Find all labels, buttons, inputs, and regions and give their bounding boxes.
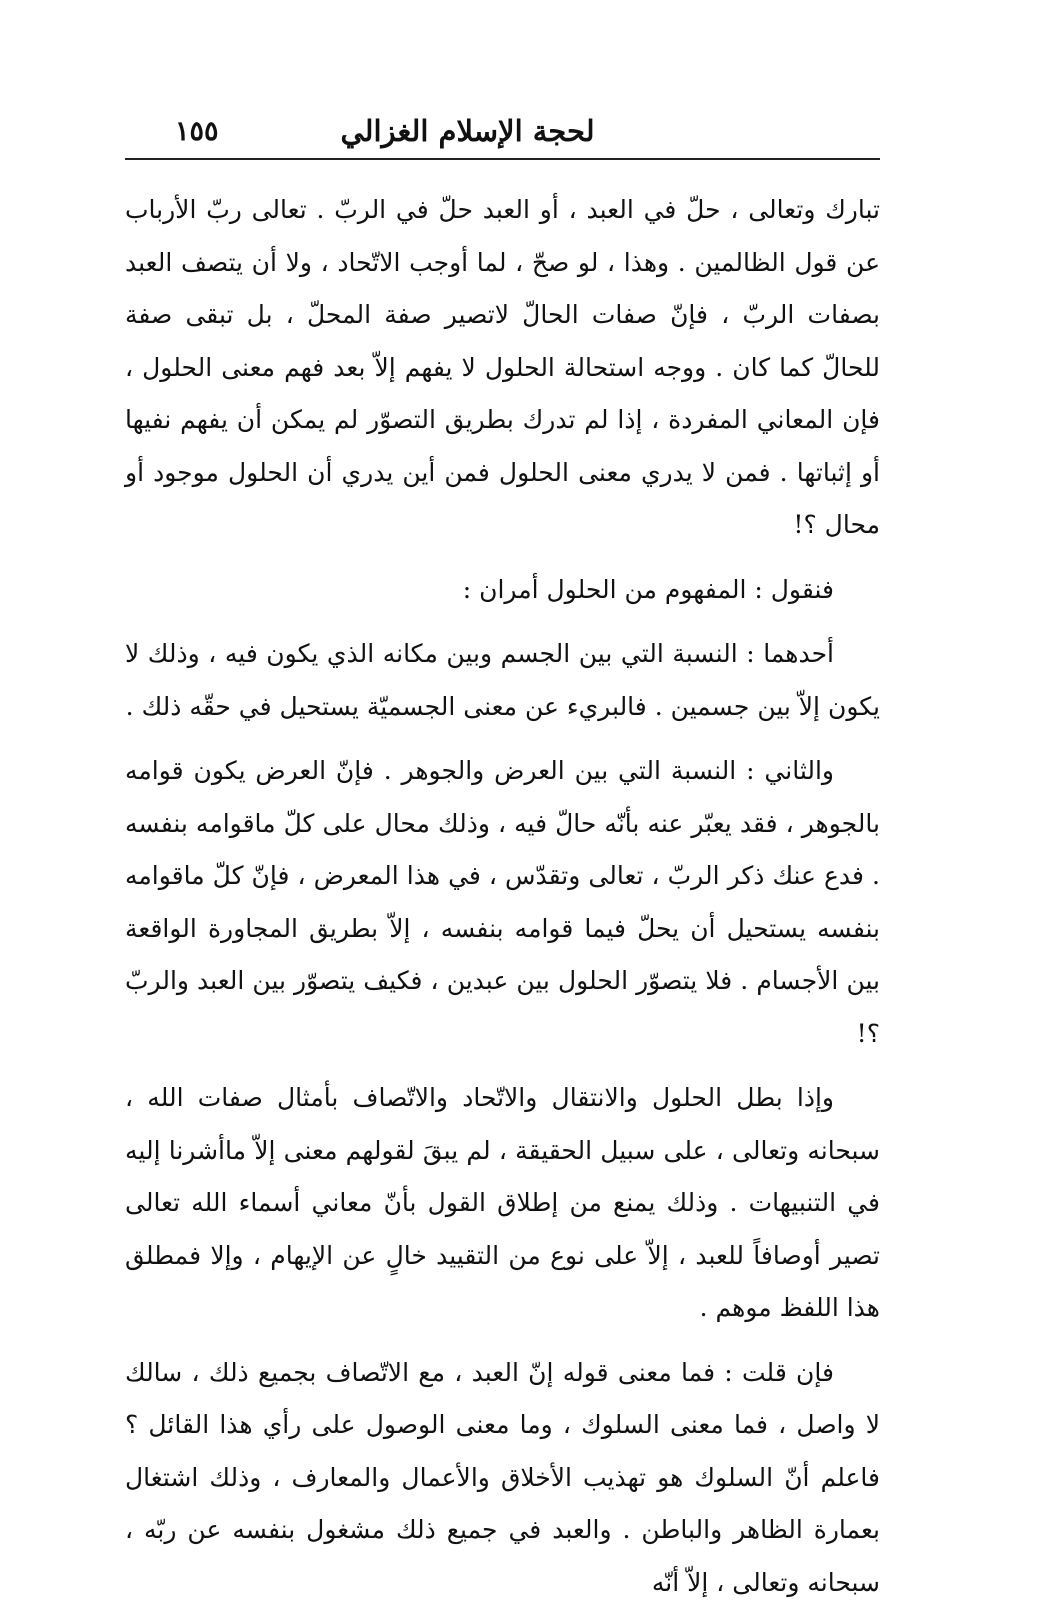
page-number: ١٥٥ xyxy=(175,116,219,147)
paragraph-3: أحدهما : النسبة التي بين الجسم وبين مكانه الذي يكون فيه ، وذلك لا يكون إلاّ بين جسمين . فالبريء عن معنى الجسميّة يستحيل في حقّه ذلك . xyxy=(125,628,880,733)
book-page xyxy=(125,108,880,1609)
paragraph-6: فإن قلت : فما معنى قوله إنّ العبد ، مع الاتّصاف بجميع ذلك ، سالك لا واصل ، فما معنى السلوك ، وما معنى الوصول على رأي هذا القائل ؟ فاعلم أنّ السلوك هو تهذيب الأخلاق والأعمال والمعارف ، وذلك اشتغال بعمارة الظاهر والباطن . والعبد في جميع ذلك مشغول بنفسه عن ربّه ، سبحانه وتعالى ، إلاّ أنّه xyxy=(125,1347,880,1609)
page-body xyxy=(125,184,880,1609)
header-title: لحجة الإسلام الغزالي xyxy=(125,114,880,148)
paragraph-4: والثاني : النسبة التي بين العرض والجوهر . فإنّ العرض يكون قوامه بالجوهر ، فقد يعبّر عنه بأنّه حالّ فيه ، وذلك محال على كلّ ماقوامه بنفسه . فدع عنك ذكر الربّ ، تعالى وتقدّس ، في هذا المعرض ، فإنّ كلّ ماقوامه بنفسه يستحيل أن يحلّ فيما قوامه بنفسه ، إلاّ بطريق المجاورة الواقعة بين الأجسام . فلا يتصوّر الحلول بين عبدين ، فكيف يتصوّر بين العبد والربّ ؟! xyxy=(125,745,880,1060)
paragraph-2: فنقول : المفهوم من الحلول أمران : xyxy=(125,564,880,617)
paragraph-5: وإذا بطل الحلول والانتقال والاتّحاد والاتّصاف بأمثال صفات الله ، سبحانه وتعالى ، على سبيل الحقيقة ، لم يبقَ لقولهم معنى إلاّ ماأشرنا إليه في التنبيهات . وذلك يمنع من إطلاق القول بأنّ معاني أسماء الله تعالى تصير أوصافاً للعبد ، إلاّ على نوع من التقييد خالٍ عن الإيهام ، وإلا فمطلق هذا اللفظ موهم . xyxy=(125,1072,880,1335)
running-header xyxy=(125,108,880,160)
paragraph-1: تبارك وتعالى ، حلّ في العبد ، أو العبد حلّ في الربّ . تعالى ربّ الأرباب عن قول الظالمين . وهذا ، لو صحّ ، لما أوجب الاتّحاد ، ولا أن يتصف العبد بصفات الربّ ، فإنّ صفات الحالّ لاتصير صفة المحلّ ، بل تبقى صفة للحالّ كما كان . ووجه استحالة الحلول لا يفهم إلاّ بعد فهم معنى الحلول ، فإن المعاني المفردة ، إذا لم تدرك بطريق التصوّر لم يمكن أن يفهم نفيها أو إثباتها . فمن لا يدري معنى الحلول فمن أين يدري أن الحلول موجود أو محال ؟! xyxy=(125,184,880,552)
